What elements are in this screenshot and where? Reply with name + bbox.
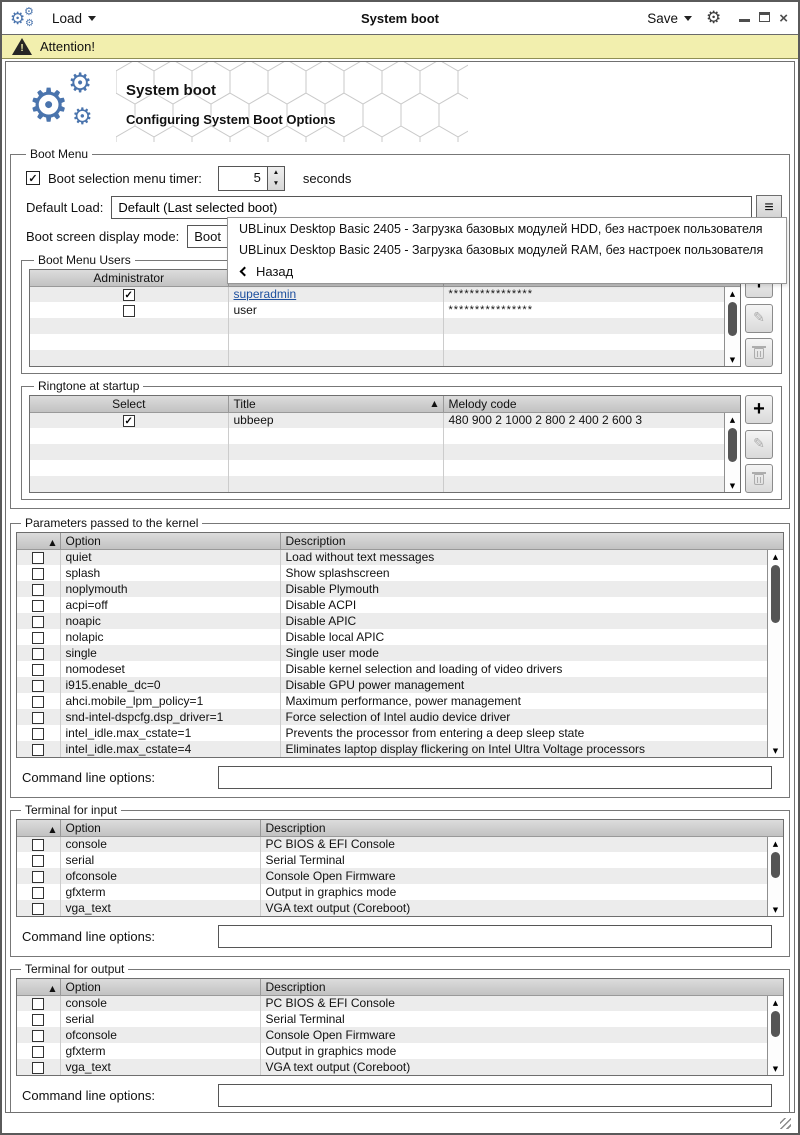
chevron-left-icon [240,267,250,277]
row-checkbox[interactable] [32,664,44,676]
row-checkbox[interactable] [32,1014,44,1026]
table-row: gfxterm Output in graphics mode [17,1043,783,1059]
row-checkbox[interactable] [32,616,44,628]
table-row-empty [30,350,740,366]
ringtone-legend: Ringtone at startup [38,379,140,393]
scroll-down-icon[interactable]: ▼ [772,905,779,914]
row-checkbox[interactable] [32,680,44,692]
row-checkbox[interactable] [32,1062,44,1074]
hexagon-pattern [116,62,468,142]
terminal-output-header-description[interactable]: Description [260,979,783,995]
display-mode-select[interactable]: Boot [187,225,743,248]
sort-asc-icon: ▲ [49,983,56,993]
users-header-administrator[interactable]: Administrator [30,270,228,286]
ringtone-section [21,380,782,500]
table-row: quiet Load without text messages [17,549,783,565]
scroll-down-icon[interactable]: ▼ [729,481,736,490]
chevron-down-icon [88,16,96,21]
table-row: noplymouth Disable Plymouth [17,581,783,597]
table-row-empty [30,444,740,460]
row-checkbox[interactable] [32,1046,44,1058]
terminal-input-header-description[interactable]: Description [260,820,783,836]
terminal-input-cmdline-input[interactable] [218,925,772,948]
scrollbar-thumb[interactable] [771,852,780,878]
terminal-input-table [16,819,784,917]
row-checkbox[interactable] [32,728,44,740]
terminal-output-header-option[interactable]: Option [60,979,260,995]
boot-list-menu-button[interactable]: ≡ [756,195,782,220]
trash-icon [754,348,764,359]
attention-banner [2,35,798,59]
scroll-up-icon[interactable]: ▲ [729,289,736,298]
scroll-down-icon[interactable]: ▼ [772,1064,779,1073]
default-load-row [26,196,782,219]
kernel-header-option[interactable]: Option [60,533,280,549]
terminal-output-header-sort[interactable] [17,979,60,995]
row-checkbox[interactable]: ✓ [124,416,133,428]
terminal-input-header-option[interactable]: Option [60,820,260,836]
table-row: vga_text VGA text output (Coreboot) [17,1059,783,1075]
terminal-output-section [10,963,790,1113]
settings-gear-icon[interactable]: ⚙ [705,7,722,28]
default-load-label: Default Load: [26,200,104,215]
maximize-icon [759,12,770,22]
table-row: intel_idle.max_cstate=1 Prevents the processor from entering a deep sleep state [17,725,783,741]
status-bar [5,1115,795,1131]
terminal-output-cmdline-input[interactable] [218,1084,772,1107]
row-checkbox[interactable] [32,903,44,915]
table-row-empty [30,334,740,350]
save-menu-button[interactable]: Save [647,11,692,26]
timer-unit-label: seconds [302,170,352,186]
table-row: nolapic Disable local APIC [17,629,783,645]
table-row: vga_text VGA text output (Coreboot) [17,900,783,916]
row-checkbox[interactable] [32,648,44,660]
table-row: ofconsole Console Open Firmware [17,1027,783,1043]
table-row: single Single user mode [17,645,783,661]
table-row: ofconsole Console Open Firmware [17,868,783,884]
page-title: System boot [126,82,217,99]
table-row: acpi=off Disable ACPI [17,597,783,613]
pencil-icon: ✎ [753,310,765,326]
kernel-header-description[interactable]: Description [280,533,783,549]
terminal-output-table [16,978,784,1076]
table-row: noapic Disable APIC [17,613,783,629]
terminal-input-cmdline-label: Command line options: [22,929,155,944]
terminal-input-legend: Terminal for input [25,803,118,817]
table-row: console PC BIOS & EFI Console [17,836,783,852]
table-row: serial Serial Terminal [17,1011,783,1027]
scroll-down-icon[interactable]: ▼ [729,355,736,364]
row-checkbox[interactable] [32,696,44,708]
terminal-input-section [10,804,790,957]
table-row-empty [30,428,740,444]
row-checkbox[interactable] [32,600,44,612]
ringtone-delete-button[interactable] [745,464,773,493]
timer-value[interactable]: 5 [253,169,261,185]
scrollbar-thumb[interactable] [728,428,737,462]
boot-options-dropdown [227,217,787,284]
row-checkbox[interactable] [123,305,135,317]
back-menu-item[interactable]: Назад [228,261,786,282]
row-checkbox[interactable] [32,839,44,851]
kernel-scrollbar[interactable] [767,550,783,757]
page-subtitle: Configuring System Boot Options [126,112,336,127]
row-checkbox[interactable]: ✓ [124,290,133,302]
load-menu-button[interactable]: Load [52,11,96,26]
row-checkbox[interactable] [32,584,44,596]
table-row: gfxterm Output in graphics mode [17,884,783,900]
ringtone-header-title[interactable]: Title ▲ [228,396,443,412]
row-checkbox[interactable] [32,552,44,564]
kernel-cmdline-input[interactable] [218,766,772,789]
sort-asc-icon: ▲ [49,537,56,547]
kernel-header-sort[interactable] [17,533,60,549]
row-checkbox[interactable] [32,855,44,867]
sort-asc-icon: ▲ [431,399,438,409]
table-row-empty [30,318,740,334]
users-delete-button[interactable] [745,338,773,367]
terminal-output-cmdline-label: Command line options: [22,1088,155,1103]
terminal-output-legend: Terminal for output [25,962,125,976]
scroll-down-icon[interactable]: ▼ [772,746,779,755]
row-checkbox[interactable] [32,887,44,899]
table-row-empty [30,476,740,492]
users-scrollbar[interactable] [724,287,740,366]
chevron-down-icon [684,16,692,21]
ringtone-header-melody[interactable]: Melody code [443,396,740,412]
boot-menu-legend: Boot Menu [30,147,89,161]
terminal-input-scrollbar[interactable] [767,837,783,916]
users-edit-button[interactable] [745,304,773,333]
scroll-up-icon[interactable]: ▲ [772,839,779,848]
kernel-cmdline-label: Command line options: [22,770,155,785]
close-button[interactable]: × [779,9,788,27]
warning-icon: ! [12,38,32,56]
resize-grip[interactable] [780,1118,791,1129]
table-row: ahci.mobile_lpm_policy=1 Maximum performance, power management [17,693,783,709]
user-link[interactable]: superadmin [233,287,297,302]
boot-menu-section [10,148,790,509]
sort-asc-icon: ▲ [49,824,56,834]
kernel-params-section [10,517,790,798]
terminal-input-cmdline-row [16,925,784,948]
row-checkbox[interactable] [32,1030,44,1042]
spin-up-icon[interactable]: ▲ [272,168,280,176]
table-row: ✓ superadmin **************** [30,286,740,302]
ringtone-add-button[interactable] [745,395,773,424]
row-checkbox[interactable] [32,871,44,883]
maximize-button[interactable] [759,9,770,27]
kernel-params-table [16,532,784,758]
boot-option-item[interactable]: UBLinux Desktop Basic 2405 - Загрузка базовых модулей HDD, без настроек пользователя [239,222,763,236]
trash-icon [754,474,764,485]
spin-down-icon[interactable]: ▼ [272,180,280,188]
timer-spinner[interactable] [218,166,285,191]
table-row-empty [30,460,740,476]
terminal-input-header-sort[interactable] [17,820,60,836]
app-logo-gears-icon: ⚙ ⚙ ⚙ [28,68,93,132]
boot-option-item[interactable]: UBLinux Desktop Basic 2405 - Загрузка базовых модулей RAM, без настроек пользователя [239,243,764,257]
row-checkbox[interactable] [32,712,44,724]
scrollbar-thumb[interactable] [771,565,780,623]
row-checkbox[interactable] [32,998,44,1010]
attention-label: Attention! [40,39,95,54]
minimize-button[interactable] [739,9,750,27]
timer-checkbox[interactable]: ✓ [26,171,40,185]
ringtone-scrollbar[interactable] [724,413,740,492]
row-checkbox[interactable] [32,632,44,644]
timer-row [26,165,782,191]
plus-icon: + [753,397,765,420]
terminal-output-scrollbar[interactable] [767,996,783,1075]
terminal-output-cmdline-row [16,1084,784,1107]
scrollbar-thumb[interactable] [728,302,737,336]
row-checkbox[interactable] [32,744,44,756]
display-mode-label: Boot screen display mode: [26,229,180,244]
table-row: nomodeset Disable kernel selection and loading of video drivers [17,661,783,677]
app-header [10,62,790,142]
timer-label: Boot selection menu timer: [48,170,202,186]
scrollbar-thumb[interactable] [771,1011,780,1037]
table-row: splash Show splashscreen [17,565,783,581]
table-row: ✓ ubbeep 480 900 2 1000 2 800 2 400 2 600 3 [30,412,740,428]
row-checkbox[interactable] [32,568,44,580]
app-gears-icon: ⚙ ⚙ ⚙ [10,4,34,29]
boot-menu-users-legend: Boot Menu Users [38,253,131,267]
default-load-input[interactable] [111,196,752,219]
kernel-params-legend: Parameters passed to the kernel [25,516,199,530]
ringtone-edit-button[interactable] [745,430,773,459]
window-title: System boot [360,10,439,26]
titlebar [2,2,798,35]
ringtone-header-select[interactable]: Select [30,396,228,412]
scroll-up-icon[interactable]: ▲ [772,998,779,1007]
ringtone-table [29,395,741,493]
table-row: serial Serial Terminal [17,852,783,868]
kernel-cmdline-row [16,766,784,789]
pencil-icon: ✎ [753,436,765,452]
table-row: snd-intel-dspcfg.dsp_driver=1 Force selection of Intel audio device driver [17,709,783,725]
table-row: user **************** [30,302,740,318]
table-row: intel_idle.max_cstate=4 Eliminates laptop display flickering on Intel Ultra Voltage processors [17,741,783,757]
scroll-up-icon[interactable]: ▲ [772,552,779,561]
scroll-up-icon[interactable]: ▲ [729,415,736,424]
table-row: i915.enable_dc=0 Disable GPU power management [17,677,783,693]
minimize-icon [739,19,750,22]
table-row: console PC BIOS & EFI Console [17,995,783,1011]
